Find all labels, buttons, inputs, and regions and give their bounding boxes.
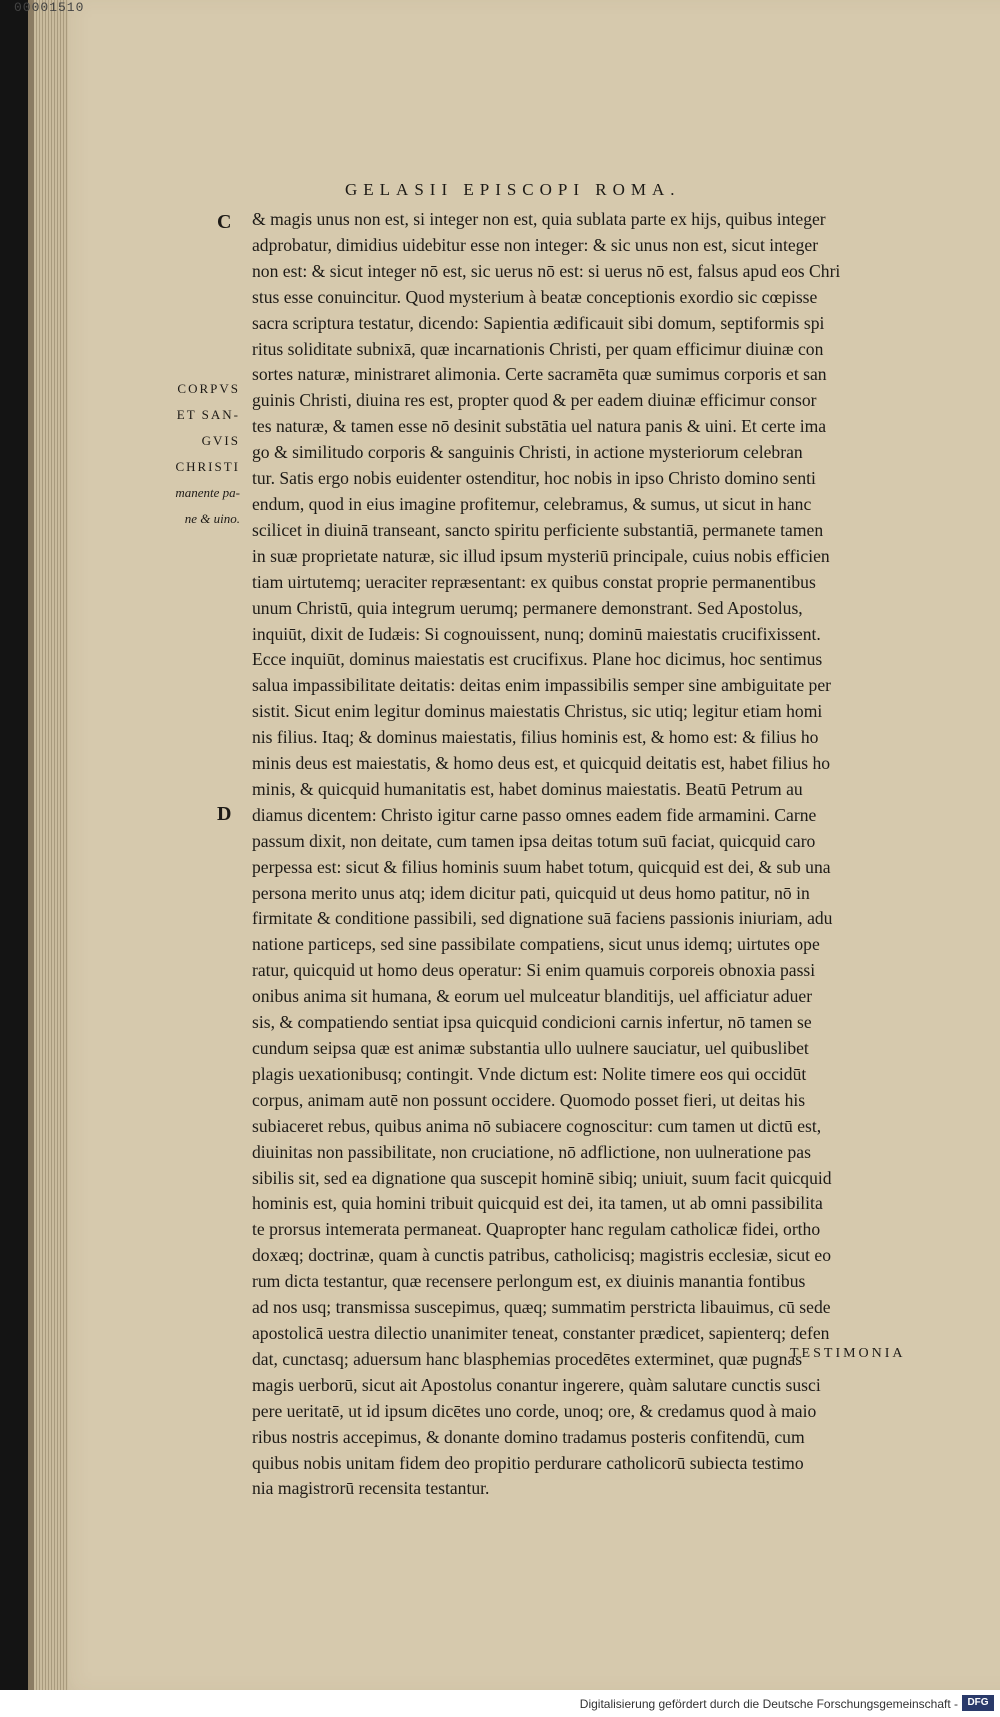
text-line: adprobatur, dimidius uidebitur esse non integer: & sic unus non est, sicut integer xyxy=(252,234,819,255)
text-line: cundum seipsa quæ est animæ substantia ullo uulnere sauciatur, uel quibuslibet xyxy=(252,1038,809,1058)
text-line: salua impassibilitate deitatis: deitas enim impassibilis semper sine ambiguitate per xyxy=(252,675,832,696)
text-line: inquiūt, dixit de Iudæis: Si cognouissent, nunq; dominū maiestatis crucifixissent. xyxy=(252,623,821,644)
text-line: nis filius. Itaq; & dominus maiestatis, filius hominis est, & homo est: & filius ho xyxy=(252,727,819,748)
text-line: quibus nobis unitam fidem deo propitio perdurare catholicorū subiecta testimo xyxy=(252,1452,804,1473)
marginal-note-line: ne & uino. xyxy=(184,511,240,526)
marginal-note-line: CORPVS xyxy=(177,381,240,396)
marginal-note-line: manente pa- xyxy=(175,485,240,500)
text-line: ratur, quicquid ut homo deus operatur: Si enim quamuis corporeis obnoxia passi xyxy=(252,960,816,981)
text-line: sistit. Sicut enim legitur dominus maiestatis Christus, sic utiq; legitur etiam homi xyxy=(252,701,823,722)
text-line: in suæ proprietate naturæ, sic illud ipsum mysteriū principale, cuius nobis efficien xyxy=(252,545,830,566)
text-line: plagis uexationibusq; contingit. Vnde dictum est: Nolite timere eos qui occidūt xyxy=(252,1063,807,1084)
text-line: sis, & compatiendo sentiat ipsa quicquid condicioni carnis infertur, nō tamen se xyxy=(252,1012,812,1033)
text-line: corpus, animam autē non possunt occidere. Quomodo posset fieri, ut deitas his xyxy=(252,1089,806,1110)
body-text xyxy=(252,207,932,1502)
section-letter-c: C xyxy=(217,211,232,233)
text-line: & magis unus non est, si integer non est, quia sublata parte ex hijs, quibus integer xyxy=(252,209,826,229)
marginal-note-line: CHRISTI xyxy=(175,459,240,474)
text-line: tes naturæ, & tamen esse nō desinit substātia uel natura panis & uini. Et certe ima xyxy=(252,416,827,437)
catchword: TESTIMONIA xyxy=(790,1346,906,1361)
dfg-logo: DFG xyxy=(962,1695,994,1711)
text-line: rum dicta testantur, quæ recensere perlongum est, ex diuinis manantia fontibus xyxy=(252,1271,806,1292)
text-line: minis, & quicquid humanitatis est, habet dominus maiestatis. Beatū Petrum au xyxy=(252,778,803,799)
text-line: Ecce inquiūt, dominus maiestatis est crucifixus. Plane hoc dicimus, hoc sentimus xyxy=(252,649,823,670)
text-line: doxæq; doctrinæ, quam à cunctis patribus, catholicisq; magistris ecclesiæ, sicut eo xyxy=(252,1245,832,1266)
text-line: scilicet in diuinā transeant, sancto spiritu perficiente substantiā, permanete tamen xyxy=(252,519,824,540)
text-line: sortes naturæ, ministraret alimonia. Certe sacramēta quæ sumimus corporis et san xyxy=(252,364,827,385)
text-line: perpessa est: sicut & filius hominis suum habet totum, quicquid est dei, & sub una xyxy=(252,856,831,877)
text-line: non est: & sicut integer nō est, sic uerus nō est: si uerus nō est, falsus apud eos Chri xyxy=(252,260,841,281)
text-line: diamus dicentem: Christo igitur carne passo omnes eadem fide armamini. Carne xyxy=(252,804,817,825)
text-line: passum dixit, non deitate, cum tamen ipsa deitas totum suū faciat, quicquid caro xyxy=(252,830,816,851)
text-line: apostolicā uestra dilectio unanimiter teneat, constanter prædicet, sapienterq; defen xyxy=(252,1322,830,1343)
text-line: dat, cunctasq; aduersum hanc blasphemias procedētes exterminet, quæ pugnas xyxy=(252,1348,803,1369)
text-line: firmitate & conditione passibili, sed dignatione suā faciens passionis iniuriam, adu xyxy=(252,908,833,929)
text-line: ritus soliditate subnixā, quæ incarnationis Christi, per quam efficimur diuinæ con xyxy=(252,338,824,359)
text-line: diuinitas non passibilitate, non cruciatione, nō adflictione, non uulneratione pas xyxy=(252,1141,811,1162)
text-line: persona merito unus atq; idem dicitur pati, quicquid ut deus homo patitur, nō in xyxy=(252,882,810,903)
marginal-note-line: GVIS xyxy=(201,433,240,448)
marginal-note xyxy=(150,376,240,532)
running-head: GELASII EPISCOPI ROMA. xyxy=(345,180,681,199)
text-line: nia magistrorū recensita testantur. xyxy=(252,1478,490,1499)
text-line: endum, quod in eius imagine profitemur, celebramus, & sumus, ut sicut in hanc xyxy=(252,493,812,514)
text-line: ad nos usq; transmissa suscepimus, quæq; summatim perstricta libauimus, cū sede xyxy=(252,1297,831,1318)
text-line: tur. Satis ergo nobis euidenter ostenditur, hoc nobis in ipso Christo domino senti xyxy=(252,468,816,489)
section-letter-d: D xyxy=(217,803,232,825)
funding-notice: Digitalisierung gefördert durch die Deutsche Forschungsgemeinschaft - xyxy=(579,1697,958,1711)
text-line: minis deus est maiestatis, & homo deus est, et quicquid deitatis est, habet filius ho xyxy=(252,753,831,774)
text-line: onibus anima sit humana, & eorum uel mulceatur blanditijs, uel afficiatur aduer xyxy=(252,986,813,1007)
page-edges xyxy=(34,0,68,1690)
text-line: pere ueritatē, ut id ipsum dicētes uno corde, unoq; ore, & credamus quod à maio xyxy=(252,1400,817,1421)
text-line: unum Christū, quia integrum uerumq; permanere demonstrant. Sed Apostolus, xyxy=(252,597,803,618)
text-line: sacra scriptura testatur, dicendo: Sapientia ædificauit sibi domum, septiformis spi xyxy=(252,312,825,333)
text-line: go & similitudo corporis & sanguinis Christi, in actione mysteriorum celebran xyxy=(252,442,803,463)
text-line: natione particeps, sed sine passibilate compatiens, sicut unus idemq; uirtutes ope xyxy=(252,934,820,955)
text-line: tiam uirtutemq; ueraciter repræsentant: ex quibus constat proprie permanentibus xyxy=(252,571,816,592)
text-line: magis uerborū, sicut ait Apostolus conantur ingerere, quàm salutare cunctis susci xyxy=(252,1374,821,1395)
text-line: sibilis sit, sed ea dignatione qua suscepit hominē sibiq; uniuit, suum facit quicquid xyxy=(252,1167,832,1188)
text-line: stus esse conuincitur. Quod mysterium à beatæ conceptionis exordio sic cœpisse xyxy=(252,286,818,307)
shelfmark: 00001510 xyxy=(14,0,85,15)
marginal-note-line: ET SAN- xyxy=(176,407,240,422)
text-line: guinis Christi, diuina res est, propter quod & per eadem diuinæ efficimur consor xyxy=(252,390,817,411)
text-line: te prorsus intemerata permaneat. Quapropter hanc regulam catholicæ fidei, ortho xyxy=(252,1219,821,1240)
text-line: hominis est, quia homini tribuit quicquid est dei, ita tamen, ut ab omni passibilita xyxy=(252,1193,823,1214)
text-line: subiaceret rebus, quibus anima nō subiacere cognoscitur: cum tamen ut dictū est, xyxy=(252,1115,822,1136)
footer-bar xyxy=(0,1690,1000,1717)
text-line: ribus nostris accepimus, & donante domino tradamus posteris confitendū, cum xyxy=(252,1426,805,1447)
